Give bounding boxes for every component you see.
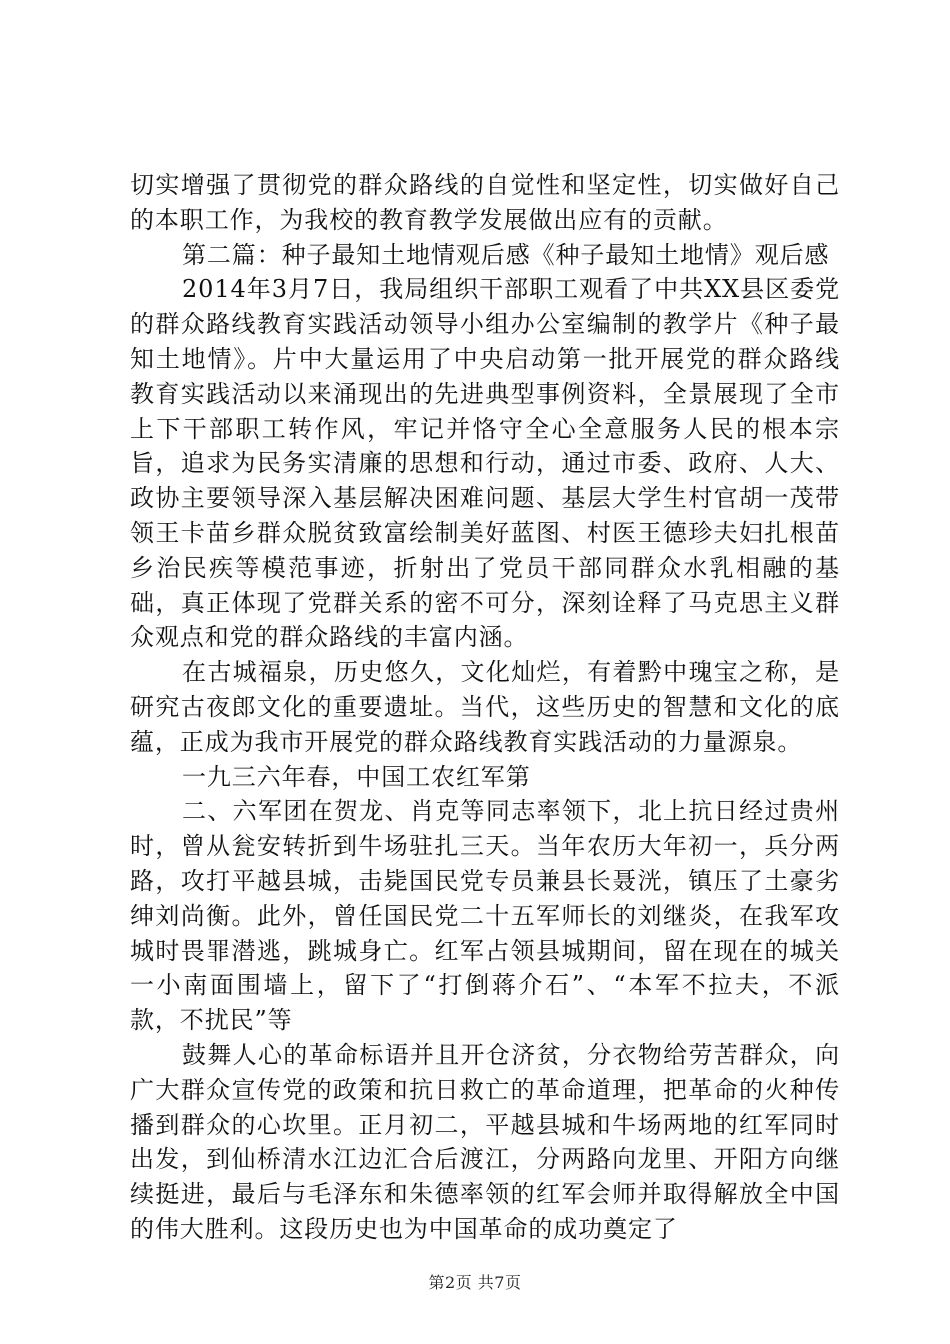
page-footer: 第2页 共7页 [428, 1273, 522, 1292]
paragraph-1: 切实增强了贯彻党的群众路线的自觉性和坚定性，切实做好自己的本职工作，为我校的教育教学发展做出应有的贡献。 [130, 171, 840, 234]
paragraph-5: 一九三六年春，中国工农红军第 [182, 762, 531, 791]
paragraph-2-heading: 第二篇：种子最知土地情观后感《种子最知土地情》观后感 [182, 240, 830, 269]
paragraph-6: 二、六军团在贺龙、肖克等同志率领下，北上抗日经过贵州时，曾从瓮安转折到牛场驻扎三天。当年农历大年初一，兵分两路，攻打平越县城，击毙国民党专员兼县长聂洸，镇压了土豪劣绅刘尚衡。此外，曾任国民党二十五军师长的刘继炎，在我军攻城时畏罪潜逃，跳城身亡。红军占领县城期间，留在现在的城关一小南面围墙上，留下了“打倒蒋介石”、“本军不拉夫，不派款，不扰民”等 [130, 797, 840, 1035]
paragraph-3: 2014年3月7日，我局组织干部职工观看了中共XX县区委党的群众路线教育实践活动领导小组办公室编制的教学片《种子最知土地情》。片中大量运用了中央启动第一批开展党的群众路线教育实践活动以来涌现出的先进典型事例资料，全景展现了全市上下干部职工转作风，牢记并恪守全心全意服务人民的根本宗旨，追求为民务实清廉的思想和行动，通过市委、政府、人大、政协主要领导深入基层解决困难问题、基层大学生村官胡一茂带领王卡苗乡群众脱贫致富绘制美好蓝图、村医王德珍夫妇扎根苗乡治民疾等模范事迹，折射出了党员干部同群众水乳相融的基础，真正体现了党群关系的密不可分，深刻诠释了马克思主义群众观点和党的群众路线的丰富内涵。 [130, 275, 840, 652]
paragraph-7: 鼓舞人心的革命标语并且开仓济贫，分衣物给劳苦群众，向广大群众宣传党的政策和抗日救亡的革命道理，把革命的火种传播到群众的心坎里。正月初二，平越县城和牛场两地的红军同时出发，到仙桥清水江边汇合后渡江，分两路向龙里、开阳方向继续挺进，最后与毛泽东和朱德率领的红军会师并取得解放全中国的伟大胜利。这段历史也为中国革命的成功奠定了 [130, 1040, 840, 1243]
paragraph-4: 在古城福泉，历史悠久，文化灿烂，有着黔中瑰宝之称，是研究古夜郎文化的重要遗址。当代，这些历史的智慧和文化的底蕴，正成为我市开展党的群众路线教育实践活动的力量源泉。 [130, 658, 840, 756]
document-body [130, 168, 840, 1247]
